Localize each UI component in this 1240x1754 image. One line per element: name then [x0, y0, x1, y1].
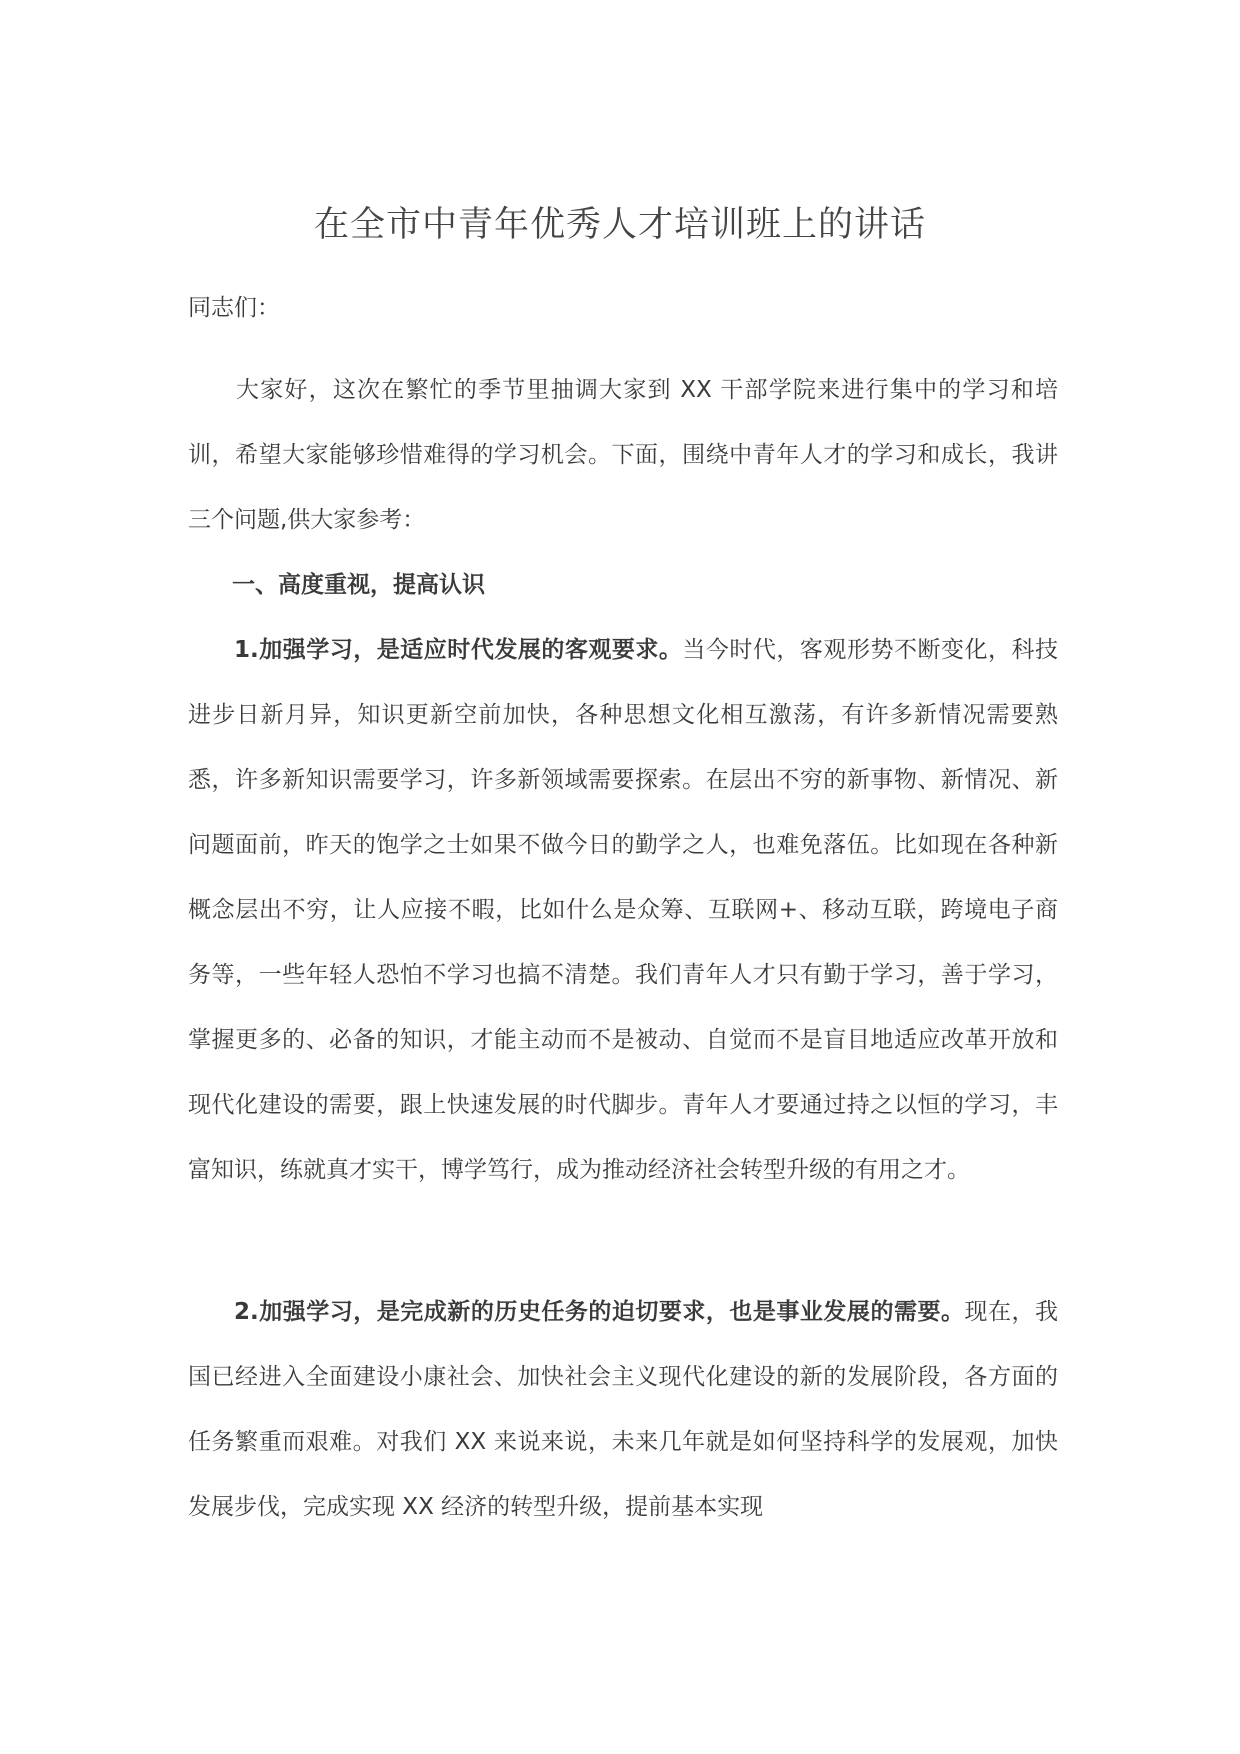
point-1-body: 当今时代，客观形势不断变化，科技进步日新月异，知识更新空前加快，各种思想文化相互激荡，有许多新情况需要熟悉，许多新知识需要学习，许多新领域需要探索。在层出不穷的新事物、新情况、新问题面前，昨天的饱学之士如果不做今日的勤学之人，也难免落伍。比如现在各种新概念层出不穷，让人应接不暇，比如什么是众筹、互联网+、移动互联，跨境电子商务等，一些年轻人恐怕不学习也搞不清楚。我们青年人才只有勤于学习，善于学习，掌握更多的、必备的知识，才能主动而不是被动、自觉而不是盲目地适应改革开放和现代化建设的需要，跟上快速发展的时代脚步。青年人才要通过持之以恒的学习，丰富知识，练就真才实干，博学笃行，成为推动经济社会转型升级的有用之才。 — [188, 637, 1059, 1183]
salutation: 同志们： — [188, 295, 280, 321]
point-1-paragraph — [188, 618, 1058, 1203]
document-title: 在全市中青年优秀人才培训班上的讲话 — [313, 205, 926, 245]
section-heading-1: 一、高度重视，提高认识 — [232, 572, 485, 598]
point-1-lead: 1.加强学习，是适应时代发展的客观要求。 — [234, 637, 683, 663]
intro-paragraph: 大家好，这次在繁忙的季节里抽调大家到 XX 干部学院来进行集中的学习和培训，希望大家能够珍惜难得的学习机会。下面，围绕中青年人才的学习和成长，我讲三个问题,供大家参考： — [188, 377, 1058, 533]
point-2-paragraph — [188, 1280, 1058, 1540]
point-2-body: 现在，我国已经进入全面建设小康社会、加快社会主义现代化建设的新的发展阶段，各方面的任务繁重而艰难。对我们 XX 来说来说，未来几年就是如何坚持科学的发展观，加快发展步伐，完成实现 XX 经济的转型升级，提前基本实现 — [188, 1299, 1058, 1520]
point-2-lead: 2.加强学习，是完成新的历史任务的迫切要求，也是事业发展的需要。 — [234, 1299, 965, 1325]
